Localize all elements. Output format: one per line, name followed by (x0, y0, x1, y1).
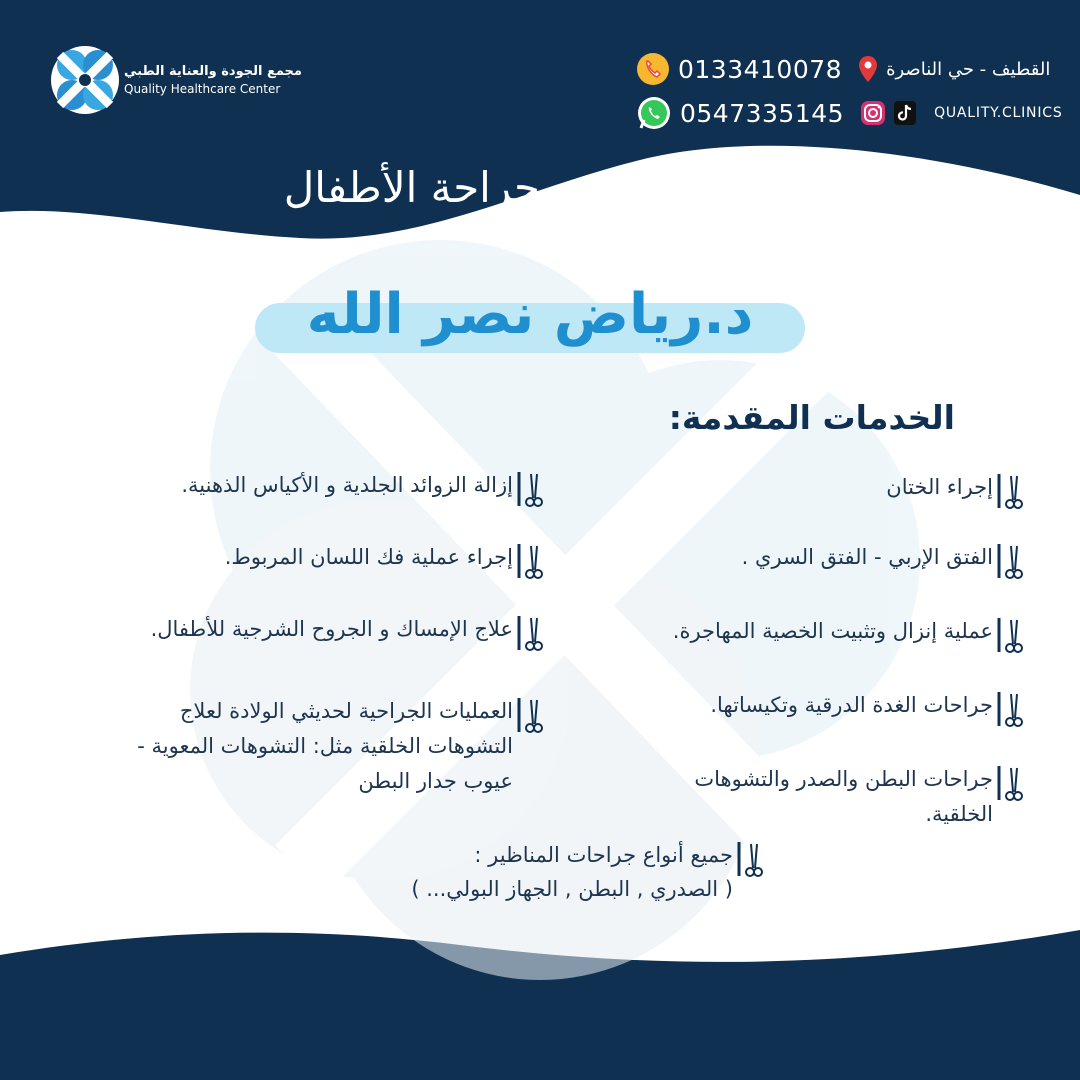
brand-name-ar: مجمع الجودة والعناية الطبي (124, 64, 302, 79)
service-item (75, 468, 545, 510)
surgical-scissors-icon (735, 838, 765, 880)
service-text: جراحات البطن والصدر والتشوهات الخلقية. (694, 767, 993, 826)
contact-row-whatsapp (636, 95, 1063, 131)
contact-row-phone (636, 52, 1050, 86)
service-line-2: ( الصدري , البطن , الجهاز البولي... ) (411, 877, 733, 901)
service-item (75, 540, 545, 582)
surgical-scissors-icon (995, 540, 1025, 582)
service-item (605, 540, 1025, 582)
service-item (625, 762, 1025, 832)
location-text: القطيف - حي الناصرة (886, 58, 1051, 80)
surgical-scissors-icon (515, 540, 545, 582)
service-item (105, 694, 545, 799)
surgical-scissors-icon (515, 694, 545, 736)
social-handle[interactable]: QUALITY.CLINICS (934, 105, 1063, 121)
surgical-scissors-icon (515, 612, 545, 654)
service-item (595, 614, 1025, 656)
service-text: جراحات الغدة الدرقية وتكيساتها. (710, 693, 993, 717)
service-text: العمليات الجراحية لحديثي الولادة لعلاج التشوهات الخلقية مثل: التشوهات المعوية - عيوب جدار البطن (137, 699, 513, 793)
whatsapp-icon[interactable] (636, 95, 672, 131)
service-text: الفتق الإربي - الفتق السري . (741, 545, 993, 569)
phone-number[interactable]: 0133410078 (678, 54, 843, 84)
surgical-scissors-icon (995, 614, 1025, 656)
brand-logo-icon (50, 45, 120, 115)
service-item (605, 688, 1025, 730)
surgical-scissors-icon (995, 470, 1025, 512)
service-line-1: جميع أنواع جراحات المناظير : (474, 843, 733, 867)
brand-name-en: Quality Healthcare Center (124, 82, 281, 96)
doctor-name: د.رياض نصر الله (306, 282, 754, 347)
service-text: إزالة الزوائد الجلدية و الأكياس الذهنية. (181, 473, 513, 497)
service-text: إجراء عملية فك اللسان المربوط. (224, 545, 513, 569)
surgical-scissors-icon (995, 688, 1025, 730)
surgical-scissors-icon (515, 468, 545, 510)
service-item (345, 838, 765, 906)
instagram-icon[interactable] (860, 100, 886, 126)
phone-icon[interactable] (636, 52, 670, 86)
tiktok-icon[interactable] (894, 101, 916, 125)
service-text: إجراء الختان (886, 475, 993, 499)
whatsapp-number[interactable]: 0547335145 (680, 98, 845, 128)
service-item (75, 612, 545, 654)
location-pin-icon (858, 55, 878, 83)
specialty-title: استشاري جراحة الأطفال (283, 163, 717, 212)
services-heading: الخدمات المقدمة: (668, 398, 955, 437)
brand-name (124, 63, 302, 98)
surgical-scissors-icon (995, 762, 1025, 804)
service-text: علاج الإمساك و الجروح الشرجية للأطفال. (150, 617, 513, 641)
service-text: عملية إنزال وتثبيت الخصية المهاجرة. (672, 619, 993, 643)
service-text (411, 838, 733, 906)
service-item (605, 470, 1025, 512)
